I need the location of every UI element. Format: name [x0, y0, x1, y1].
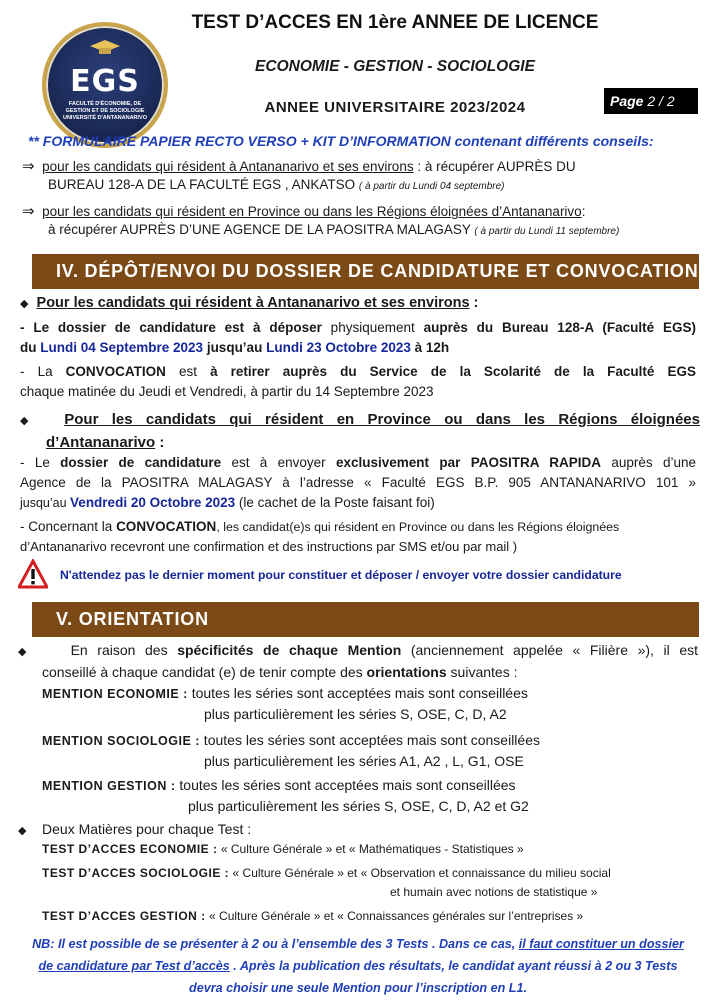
test-economie	[42, 840, 692, 859]
text-run: - La	[20, 364, 66, 379]
test-label: TEST D’ACCES ECONOMIE :	[42, 842, 218, 856]
kit-item-province	[22, 203, 698, 241]
date-end: Lundi 23 Octobre 2023	[266, 340, 411, 355]
province-heading	[20, 409, 700, 454]
text-run: (le cachet de la Poste faisant foi)	[235, 495, 435, 510]
page-title: TEST D’ACCES EN 1ère ANNEE DE LICENCE	[191, 12, 599, 33]
tana-heading-colon: :	[469, 295, 479, 311]
text-run: jusqu’au	[20, 496, 71, 510]
kit-item-lead: pour les candidats qui résident en Province ou dans les Régions éloignées d’Antananarivo	[42, 204, 582, 219]
test-gestion	[42, 907, 692, 926]
kit-item-text: à récupérer AUPRÈS D’UNE AGENCE DE LA PAOSITRA MALAGASY	[48, 222, 471, 237]
right-arrow-icon: ⇒	[22, 158, 35, 175]
graduation-cap-icon	[90, 40, 120, 56]
text-run: jusqu’au	[203, 340, 267, 355]
text-run: est	[165, 364, 211, 379]
diamond-bullet-icon: ◆	[20, 415, 38, 427]
warning-icon	[18, 559, 48, 589]
mention-text: plus particulièrement les séries A1, A2 , L, G1, OSE	[204, 753, 524, 769]
mention-label: MENTION SOCIOLOGIE :	[42, 734, 200, 748]
nb-text-underlined: de candidature par Test d’accès	[38, 959, 230, 973]
faculty-logo	[42, 22, 168, 148]
mention-economie	[42, 683, 682, 724]
text-run: dossier de candidature est à déposer	[57, 320, 322, 335]
kit-item-note: ( à partir du Lundi 04 septembre)	[358, 181, 505, 192]
text-run: exclusivement par PAOSITRA RAPIDA	[335, 455, 602, 470]
mention-text: toutes les séries sont acceptées mais sont conseillées	[187, 685, 528, 701]
date-start: Lundi 04 Septembre 2023	[40, 340, 204, 355]
text-run: est à envoyer	[221, 455, 336, 470]
text-run: à retirer auprès du Service de la Scolarité de la Faculté EGS	[210, 364, 696, 379]
text-run: auprès d’une	[601, 455, 696, 470]
section-4-banner: IV. DÉPÔT/ENVOI DU DOSSIER DE CANDIDATURE ET CONVOCATION	[32, 254, 699, 289]
kit-item-text: BUREAU 128-A DE LA FACULTÉ EGS , ANKATSO	[48, 177, 356, 192]
province-heading-text: Pour les candidats qui résident en Province ou dans les Régions éloignées	[64, 411, 700, 428]
diamond-bullet-icon: ◆	[18, 825, 27, 837]
text-run: dossier de candidature	[60, 455, 222, 470]
right-arrow-icon: ⇒	[22, 203, 35, 220]
page-number: 2 / 2	[647, 93, 675, 109]
province-heading-colon: :	[155, 434, 165, 451]
test-text: « Culture Générale » et « Observation et connaissance du milieu social	[229, 866, 611, 880]
test-sociologie	[42, 864, 692, 902]
text-run: physiquement	[321, 320, 424, 335]
text-run: (anciennement appelée « Filière »), il est	[401, 642, 699, 658]
text-run: - Le	[20, 455, 61, 470]
nb-text: . Après la publication des résultats, le candidat ayant réussi à 2 ou 3 Tests	[229, 959, 678, 973]
text-run: orientations	[366, 664, 447, 680]
mention-sociologie	[42, 730, 682, 771]
diamond-bullet-icon: ◆	[20, 298, 29, 310]
text-run: - Le	[20, 320, 58, 335]
province-heading-text: d’Antananarivo	[46, 434, 156, 451]
nb-text: NB: Il est possible de se présenter à 2 ou à l’ensemble des 3 Tests . Dans ce cas,	[32, 937, 519, 951]
diamond-bullet-icon: ◆	[18, 646, 33, 658]
kit-item-text: : à récupérer AUPRÈS DU	[413, 159, 576, 174]
orientation-intro	[18, 640, 698, 682]
text-run: - Concernant la	[20, 519, 117, 534]
academic-year: ANNEE UNIVERSITAIRE 2023/2024	[264, 99, 526, 116]
text-run: Agence de la PAOSITRA MALAGASY à l’adresse « Faculté EGS B.P. 905 ANTANANARIVO 101 »	[20, 475, 696, 490]
page-subtitle: ECONOMIE - GESTION - SOCIOLOGIE	[255, 58, 535, 75]
tana-paragraph-2	[20, 362, 696, 402]
mention-text: toutes les séries sont acceptées mais sont conseillées	[175, 777, 516, 793]
mention-label: MENTION ECONOMIE :	[42, 687, 188, 701]
kit-item-tana	[22, 158, 698, 196]
text-run: CONVOCATION	[65, 364, 166, 379]
text-run: CONVOCATION	[116, 519, 217, 534]
text-run: conseillé à chaque candidat (e) de tenir compte des	[42, 664, 367, 680]
mention-text: toutes les séries sont acceptées mais sont conseillées	[199, 732, 540, 748]
province-paragraph-2	[20, 517, 696, 557]
nb-text: devra choisir une seule Mention pour l’inscription en L1.	[189, 981, 527, 995]
kit-item-lead: pour les candidats qui résident à Antananarivo et ses environs	[42, 159, 414, 174]
tana-paragraph-1	[20, 318, 696, 358]
mention-label: MENTION GESTION :	[42, 779, 176, 793]
text-run: d’Antananarivo recevront une confirmation et des instructions par SMS et/ou par mail )	[20, 539, 518, 554]
kit-item-note: ( à partir du Lundi 11 septembre)	[474, 226, 620, 237]
mention-text: plus particulièrement les séries S, OSE, C, D, A2	[204, 706, 507, 722]
text-run: spécificités de chaque Mention	[177, 642, 402, 658]
text-run: suivantes :	[446, 664, 518, 680]
mention-gestion	[42, 775, 682, 816]
text-run: chaque matinée du Jeudi et Vendredi, à partir du 14 Septembre 2023	[20, 384, 434, 399]
nb-note	[18, 933, 698, 999]
page-label: Page	[610, 93, 644, 109]
mention-text: plus particulièrement les séries S, OSE, C, D, A2 et G2	[188, 798, 529, 814]
page-indicator	[604, 88, 698, 114]
test-label: TEST D’ACCES GESTION :	[42, 909, 206, 923]
nb-text-underlined: il faut constituer un dossier	[518, 937, 684, 951]
test-text: « Culture Générale » et « Mathématiques - Statistiques »	[217, 842, 524, 856]
test-text: et humain avec notions de statistique »	[390, 885, 598, 899]
test-text: « Culture Générale » et « Connaissances générales sur l’entreprises »	[205, 909, 584, 923]
text-run: , les candidat(e)s qui résident en Province ou dans les Régions éloignées	[216, 520, 620, 534]
matieres-intro-text: Deux Matières pour chaque Test :	[42, 821, 252, 837]
text-run: à 12h	[410, 340, 450, 355]
tana-heading-text: Pour les candidats qui résident à Antananarivo et ses environs	[36, 295, 470, 311]
tana-heading	[20, 294, 700, 313]
test-label: TEST D’ACCES SOCIOLOGIE :	[42, 866, 230, 880]
matieres-intro	[18, 821, 698, 837]
section-5-banner: V. ORIENTATION	[32, 602, 699, 637]
warning-text: N'attendez pas le dernier moment pour constituer et déposer / envoyer votre dossier candidature	[60, 568, 622, 582]
text-run: En raison des	[70, 642, 178, 658]
text-run: du	[20, 340, 41, 355]
kit-heading: ** FORMULAIRE PAPIER RECTO VERSO + KIT D’INFORMATION contenant différents conseils:	[28, 133, 654, 149]
kit-item-text: :	[581, 204, 586, 219]
province-paragraph-1	[20, 453, 696, 513]
logo-text: EGS	[70, 64, 140, 99]
text-run: auprès du Bureau 128-A (Faculté EGS)	[423, 320, 696, 335]
logo-subtext: FACULTÉ D'ÉCONOMIE, DE GESTION ET DE SOCIOLOGIE UNIVERSITÉ D'ANTANANARIVO	[62, 101, 147, 121]
date-deadline: Vendredi 20 Octobre 2023	[70, 495, 236, 510]
